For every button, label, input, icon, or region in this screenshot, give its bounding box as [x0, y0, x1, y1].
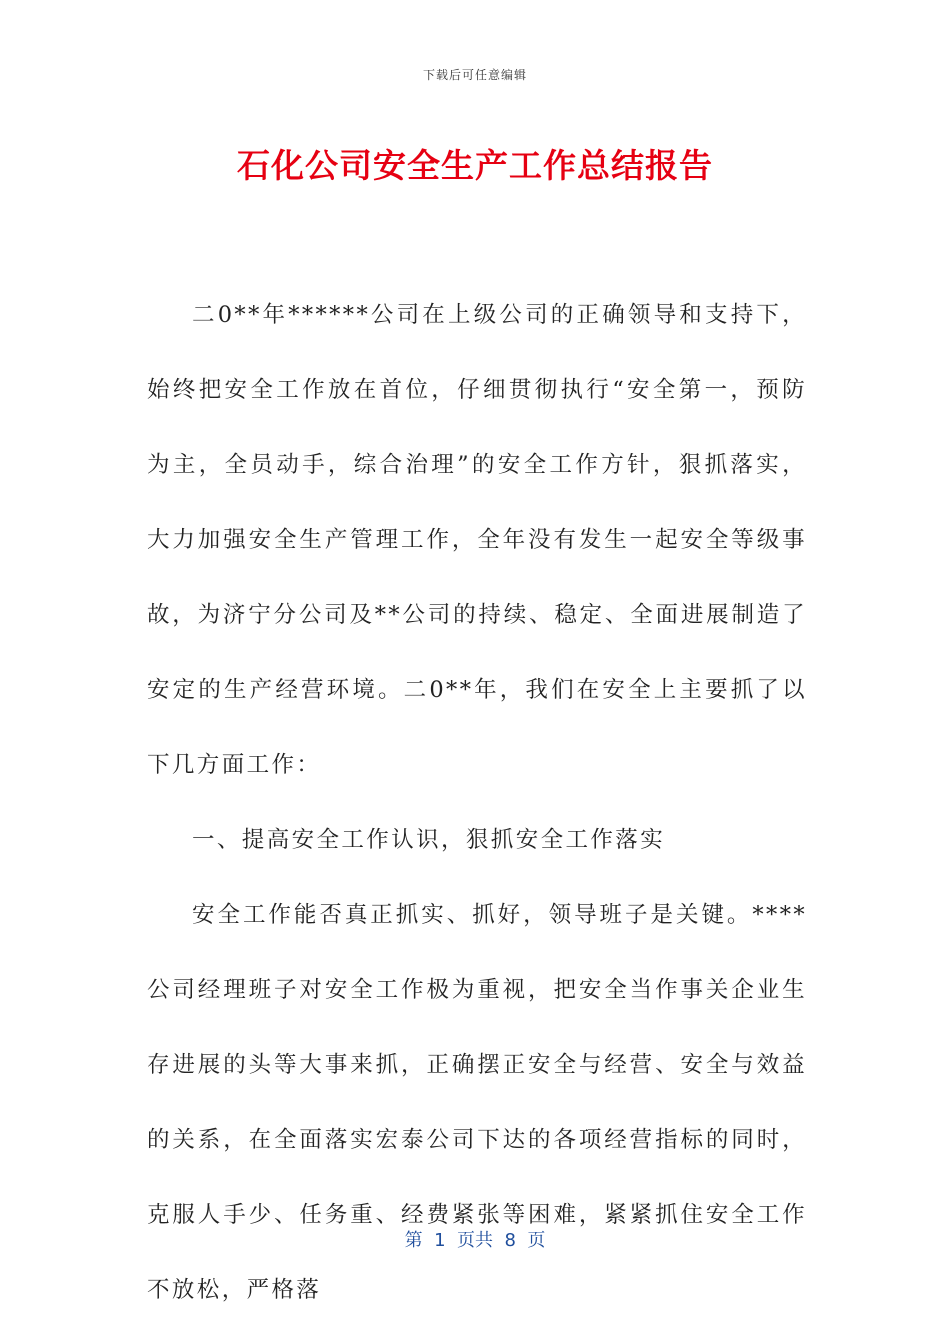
document-body: [147, 278, 807, 1328]
paragraph-intro: 二0**年******公司在上级公司的正确领导和支持下，始终把安全工作放在首位，仔细贯彻执行“安全第一，预防为主，全员动手，综合治理”的安全工作方针，狠抓落实，大力加强安全生产管理工作，全年没有发生一起安全等级事故，为济宁分公司及**公司的持续、稳定、全面进展制造了安定的生产经营环境。二0**年，我们在安全上主要抓了以下几方面工作：: [147, 302, 807, 778]
paragraph-section-1: 安全工作能否真正抓实、抓好，领导班子是关键。****公司经理班子对安全工作极为重视，把安全当作事关企业生存进展的头等大事来抓，正确摆正安全与经营、安全与效益的关系，在全面落实宏泰公司下达的各项经营指标的同时，克服人手少、任务重、经费紧张等困难，紧紧抓住安全工作不放松，严格落: [147, 902, 807, 1303]
document-title: 石化公司安全生产工作总结报告: [237, 146, 713, 185]
header-note: 下载后可任意编辑: [422, 68, 527, 82]
section-heading-1: 一、提高安全工作认识，狠抓安全工作落实: [192, 827, 666, 853]
page-number-footer: 第 1 页共 8 页: [404, 1230, 546, 1251]
